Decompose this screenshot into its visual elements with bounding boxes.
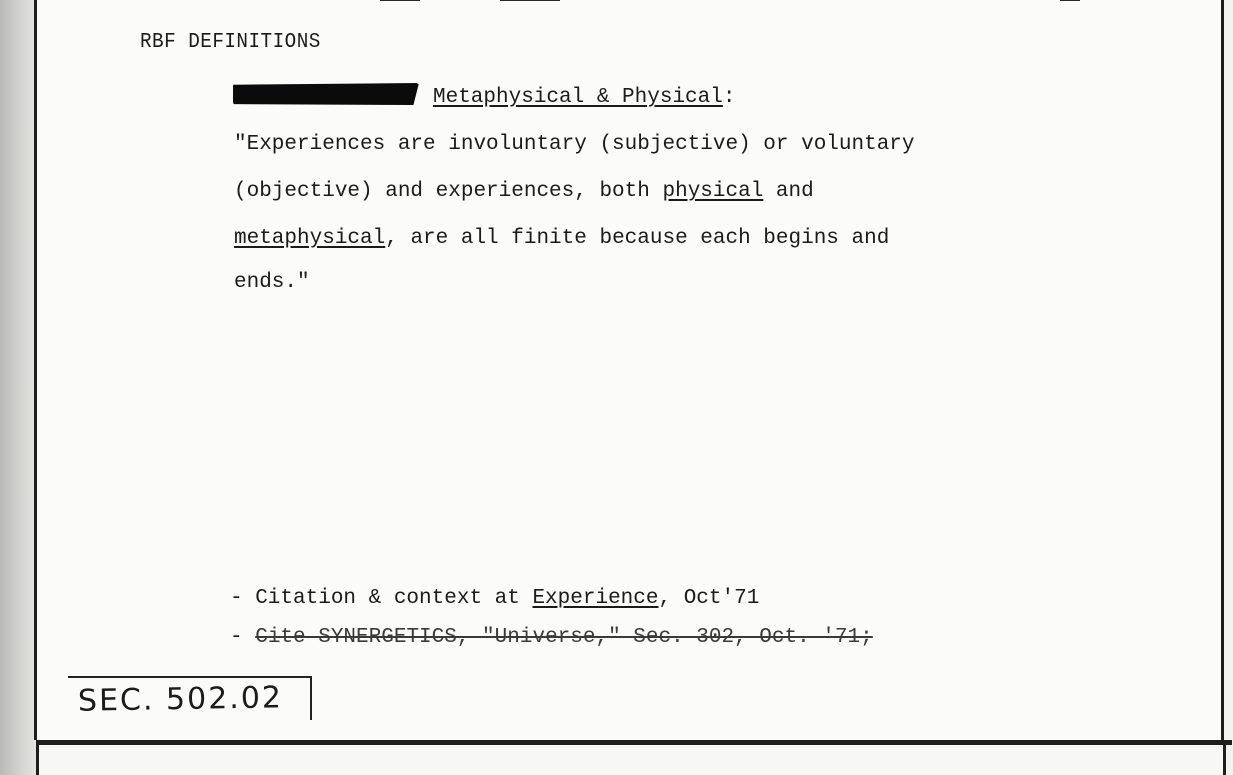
- citation-1: [230, 587, 759, 610]
- term-colon: :: [722, 86, 736, 109]
- citation-text: - Citation & context at: [230, 587, 533, 610]
- citation-reference: Experience: [532, 587, 659, 610]
- quote-line-3: [234, 227, 889, 250]
- term-heading: [433, 86, 735, 109]
- citation-text: , Oct'71: [658, 587, 760, 610]
- underlined-word: physical: [662, 180, 764, 203]
- scan-edge-shadow: [0, 0, 38, 775]
- term-title: Metaphysical & Physical: [433, 86, 723, 109]
- next-card-edge: [36, 745, 1226, 775]
- citation-2: [230, 626, 873, 649]
- top-edge-mark: [380, 0, 420, 1]
- quote-text: and: [763, 180, 814, 203]
- redaction-bar: [233, 83, 419, 105]
- card-header: RBF DEFINITIONS: [140, 31, 321, 54]
- quote-line-2: [234, 180, 814, 203]
- citation-text: -: [230, 626, 256, 649]
- underlined-word: metaphysical: [234, 227, 386, 250]
- quote-line-1: "Experiences are involuntary (subjective) or voluntary: [234, 133, 915, 156]
- section-number: SEC. 502.02: [77, 680, 284, 719]
- top-edge-mark: [1060, 0, 1080, 1]
- quote-text: (objective) and experiences, both: [234, 180, 663, 203]
- struck-citation: Cite SYNERGETICS, "Universe," Sec. 302, Oct. '71;: [255, 626, 873, 649]
- top-edge-mark: [500, 0, 560, 1]
- quote-text: , are all finite because each begins and: [385, 227, 890, 250]
- quote-line-4: ends.": [234, 271, 310, 294]
